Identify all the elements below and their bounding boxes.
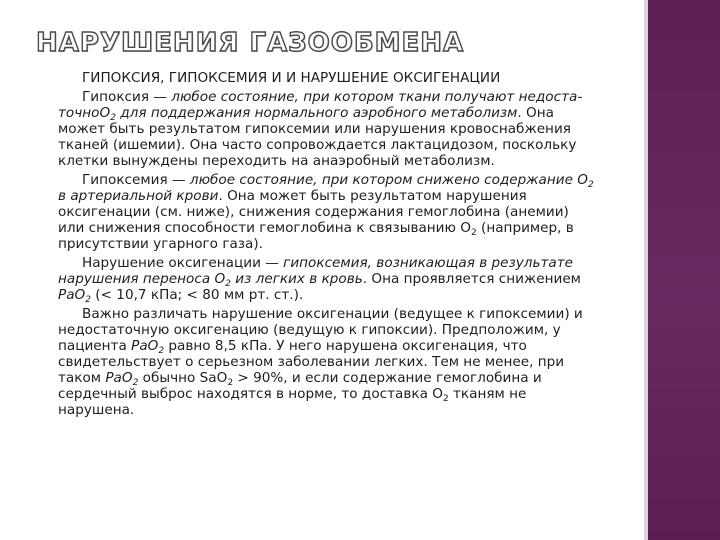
def-text: для поддержания нормального аэробного метаболизм <box>115 105 518 121</box>
slide-body <box>58 70 598 421</box>
o2-symbol: O <box>432 386 443 402</box>
paragraph-text: . Она может быть результатом нарушения оксигенации (см. ниже), снижения содержания гемоглобина (анемии) или снижения способности гемоглобина к связыванию <box>58 188 569 236</box>
subscript: 2 <box>588 180 594 190</box>
o2-symbol: О <box>577 172 588 188</box>
term-hypoxemia: Гипоксемия <box>82 172 168 188</box>
subscript: 2 <box>110 113 116 123</box>
o2-symbol: О <box>214 271 226 287</box>
subscript: 2 <box>470 228 477 238</box>
section-heading: ГИПОКСИЯ, ГИПОКСЕМИЯ И И НАРУШЕНИЕ ОКСИГЕНАЦИИ <box>82 70 501 86</box>
def-text: любое состояние, при котором ткани получают недоста-точно <box>58 89 583 121</box>
subscript: 2 <box>158 346 165 356</box>
sidebar-accent-bar <box>648 0 720 540</box>
slide-title: НАРУШЕНИЯ ГАЗООБМЕНА <box>36 28 465 58</box>
paragraph-distinction <box>58 306 598 418</box>
paragraph-text: обычно <box>138 370 200 386</box>
paragraph-text: тканям не нарушена. <box>58 386 527 418</box>
paragraph-text: Важно различать нарушение оксигенации (ведущее к гипоксемии) и недостаточную оксигенацию (ведущую к гипоксии). Предположим, у пациента <box>58 306 583 354</box>
paragraph-text: > 90%, и если содержание гемоглобина и сердечный выброс находятся в норме, то доставка <box>58 370 542 402</box>
subscript: 2 <box>132 378 139 388</box>
def-text: любое состояние, при котором снижено содержание <box>189 172 578 188</box>
pao2-symbol: PaO <box>131 338 159 354</box>
term-hypoxia: Гипоксия <box>82 89 150 105</box>
pao2-symbol: PaO <box>105 370 133 386</box>
paragraph-hypoxemia <box>58 172 598 252</box>
pao2-symbol: PaO <box>58 287 86 303</box>
def-text: из легких в кровь <box>230 271 363 287</box>
dash: — <box>167 172 190 188</box>
subscript: 2 <box>442 394 449 404</box>
def-text: гипоксемия, возникающая в результате нарушения переноса <box>58 255 574 287</box>
subscript: 2 <box>227 378 234 388</box>
paragraph-hypoxia <box>58 89 598 169</box>
def-text: в артериальной крови <box>58 188 219 204</box>
sao2-symbol: SaO <box>199 370 228 386</box>
term-oxygenation: Нарушение оксигенации <box>82 255 261 271</box>
subscript: 2 <box>225 279 231 289</box>
paragraph-text: . Она может быть результатом гипоксемии или нарушения кровоснабжения тканей (ишемии). Она часто сопровождается лактацидозом, поскольку клетки вынуждены переходить на анаэробный метаболизм. <box>58 105 577 169</box>
o2-symbol: О <box>460 220 471 236</box>
subscript: 2 <box>85 295 91 305</box>
o2-symbol: O <box>99 105 111 121</box>
dash: — <box>260 255 284 271</box>
paragraph-text: . Она проявляется снижением <box>362 271 581 287</box>
paragraph-text: (например, в присутствии угарного газа). <box>58 220 574 252</box>
paragraph-text: (< 10,7 кПа; < 80 мм рт. ст.). <box>90 287 304 303</box>
paragraph-oxygenation <box>58 255 598 303</box>
paragraph-text: равно 8,5 кПа. У него нарушена оксигенация, что свидетельствует о серьезном заболевании легких. Тем не менее, при таком <box>58 338 565 386</box>
dash: — <box>149 89 172 105</box>
